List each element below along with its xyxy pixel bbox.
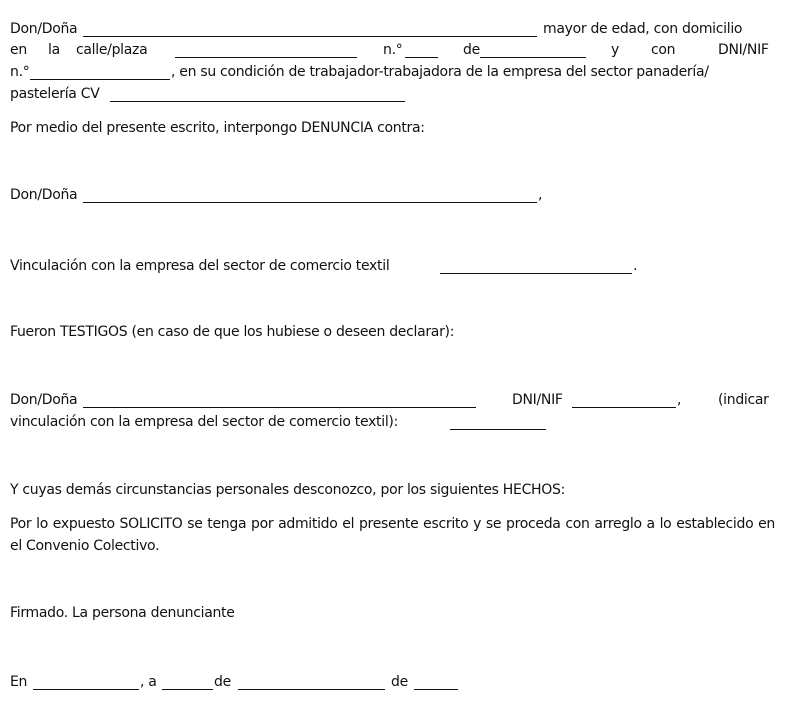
label-condicion: , en su condición de trabajador-trabajadora de la empresa del sector panadería/ (171, 64, 709, 80)
label-de: de (214, 674, 231, 690)
label-numero-dni: n.° (10, 64, 30, 80)
label-indicar: (indicar (718, 392, 769, 408)
label-y: y (611, 42, 619, 58)
blank-lugar (33, 689, 139, 690)
blank-dni (30, 79, 170, 80)
blank-mes (238, 689, 385, 690)
blank-localidad (480, 57, 586, 58)
period: . (633, 258, 638, 274)
testigos-title: Fueron TESTIGOS (en caso de que los hubiese o deseen declarar): (10, 324, 455, 340)
label-en: en (10, 42, 27, 58)
label-testigo-dni: DNI/NIF (512, 392, 563, 408)
blank-testigo-dni (572, 407, 676, 408)
label-vinculacion: Vinculación con la empresa del sector de comercio textil (10, 258, 390, 274)
label-con: con (651, 42, 676, 58)
blank-testigo (83, 407, 476, 408)
blank-denunciado (83, 202, 537, 203)
label-a: , a (140, 674, 157, 690)
label-testigo: Don/Doña (10, 392, 78, 408)
blank-calle (175, 57, 357, 58)
intro-text: Por medio del presente escrito, interpongo DENUNCIA contra: (10, 120, 425, 136)
label-numero: n.° (383, 42, 403, 58)
label-don-dona: Don/Doña (10, 21, 78, 37)
label-de: de (391, 674, 408, 690)
comma: , (538, 187, 543, 203)
label-denunciado: Don/Doña (10, 187, 78, 203)
label-pasteleria: pastelería CV (10, 86, 100, 102)
label-de: de (463, 42, 480, 58)
label-en: En (10, 674, 28, 690)
blank-empresa (110, 101, 405, 102)
blank-dia (162, 689, 213, 690)
blank-name (83, 36, 537, 37)
hechos-text: Y cuyas demás circunstancias personales desconozco, por los siguientes HECHOS: (10, 482, 566, 498)
blank-anio (414, 689, 458, 690)
label-calle-plaza: calle/plaza (76, 42, 148, 58)
label-mayor-edad: mayor de edad, con domicilio (543, 21, 743, 37)
blank-testigo-vinculacion (450, 429, 546, 430)
label-testigo-vinculacion: vinculación con la empresa del sector de comercio textil): (10, 414, 398, 430)
blank-numero (405, 57, 438, 58)
firmado-text: Firmado. La persona denunciante (10, 605, 235, 621)
blank-vinculacion (440, 273, 632, 274)
label-la: la (48, 42, 60, 58)
label-dni-nif: DNI/NIF (718, 42, 769, 58)
solicito-paragraph: Por lo expuesto SOLICITO se tenga por admitido el presente escrito y se proceda con arreglo a lo establecido en el Convenio Colectivo. (10, 516, 775, 554)
comma: , (677, 392, 682, 408)
